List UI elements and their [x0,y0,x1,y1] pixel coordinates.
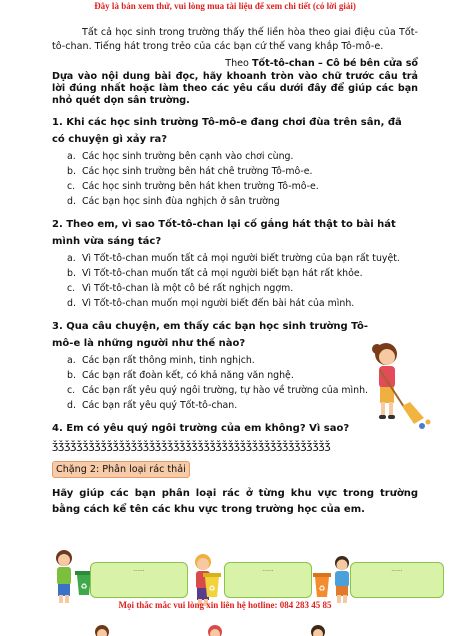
option-letter: c. [67,180,76,192]
option-letter: d. [67,297,76,309]
answer-line[interactable]: ǯǯǯǯǯǯǯǯǯǯǯǯǯǯǯǯǯǯǯǯǯǯǯǯǯǯǯǯǯǯǯǯǯǯǯǯǯǯǯǯǯǯǯǯǯǯ [52,438,331,452]
option-text: Vì Tốt-tô-chan muốn tất cả mọi người biết bạn hát rất khỏe. [82,267,363,279]
option-text: Vì Tốt-tô-chan là một cô bé rất nghịch ngợm. [82,282,294,294]
question-text: 3. Qua câu chuyện, em thấy các bạn học sinh trường Tô-mô-e là những người như thế nào? [52,320,369,349]
top-banner: Đây là bản xem thử, vui lòng mua tài liệu để xem chi tiết (có lời giải) [94,1,356,11]
worksheet [52,26,418,518]
option-text: Các học sinh trường bên hát chê trường Tô-mô-e. [82,165,313,177]
option-letter: a. [67,354,76,366]
svg-text:♻: ♻ [80,582,88,591]
option-letter: b. [67,165,76,177]
question-text: 1. Khi các học sinh trường Tô-mô-e đang chơi đùa trên sân, đã có chuyện gì xảy ra? [52,116,402,145]
option-1a[interactable] [52,149,418,164]
svg-text:♻: ♻ [318,584,326,593]
option-1d[interactable] [52,194,418,209]
option-text: Các học sinh trường bên hát khen trường Tô-mô-e. [82,180,319,192]
option-text: Các bạn rất yêu quý ngôi trường, tự hào về trường của mình. [82,384,369,396]
option-text: Vì Tốt-tô-chan muốn tất cả mọi người biết trường của bạn rất tuyệt. [82,252,400,264]
option-1b[interactable] [52,164,418,179]
option-letter: d. [67,195,76,207]
intro-paragraph: Tất cả học sinh trong trường thấy thế liền hòa theo giai điệu của Tốt-tô-chan. Tiếng hát trong trẻo của các bạn cứ thế vang khắp Tô-mô-e. [52,27,418,52]
bottom-banner: Mọi thắc mắc vui lòng xin liên hệ hotline: 084 283 45 85 [118,600,332,610]
question-1 [52,114,418,209]
task-instruction: Hãy giúp các bạn phân loại rác ở từng khu vực trong trường bằng cách kể tên các khu vực trong trường học của em. [52,488,418,516]
yellow-bin-label-box[interactable]: ...... [224,562,312,598]
option-letter: d. [67,399,76,411]
source-title: Tốt-tô-chan – Cô bé bên cửa sổ [251,58,418,70]
yellow-bin-icon [202,570,222,598]
option-2b[interactable] [52,266,418,281]
option-text: Các bạn rất yêu quý Tốt-tô-chan. [82,399,238,411]
option-text: Các bạn rất đoàn kết, có khả năng văn nghệ. [82,369,294,381]
source-line [52,57,418,71]
source-prefix: Theo [225,58,252,70]
question-2 [52,216,418,311]
option-letter: a. [67,252,76,264]
option-2a[interactable] [52,251,418,266]
option-2c[interactable] [52,281,418,296]
option-text: Các bạn học sinh đùa nghịch ở sân trường [82,195,280,207]
option-letter: a. [67,150,76,162]
option-letter: c. [67,384,76,396]
orange-bin-icon [312,570,332,598]
option-letter: b. [67,369,76,381]
question-text: 4. Em có yêu quý ngôi trường của em không? Vì sao? [52,422,350,434]
option-letter: b. [67,267,76,279]
girl-sweeping-illustration [362,338,432,430]
option-text: Các bạn rất thông minh, tinh nghịch. [82,354,255,366]
svg-text:♻: ♻ [208,584,216,593]
option-2d[interactable] [52,296,418,311]
chapter-heading: Chặng 2: Phân loại rác thải [52,461,190,479]
orange-bin-label-box[interactable]: ...... [350,562,444,598]
option-text: Vì Tốt-tô-chan muốn mọi người biết đến bài hát của mình. [82,297,355,309]
option-text: Các học sinh trường bên cạnh vào chơi cùng. [82,150,294,162]
recycling-scene [50,548,450,608]
option-1c[interactable] [52,179,418,194]
green-bin-label-box[interactable]: ...... [90,562,188,598]
bottom-illustrations [0,610,450,636]
option-letter: c. [67,282,76,294]
instruction: Dựa vào nội dung bài đọc, hãy khoanh tròn vào chữ trước câu trả lời đúng nhất hoặc làm theo các yêu cầu dưới đây để giúp các bạn nhỏ quét dọn sân trường. [52,70,418,106]
question-text: 2. Theo em, vì sao Tốt-tô-chan lại cố gắng hát thật to bài hát mình vừa sáng tác? [52,218,396,247]
